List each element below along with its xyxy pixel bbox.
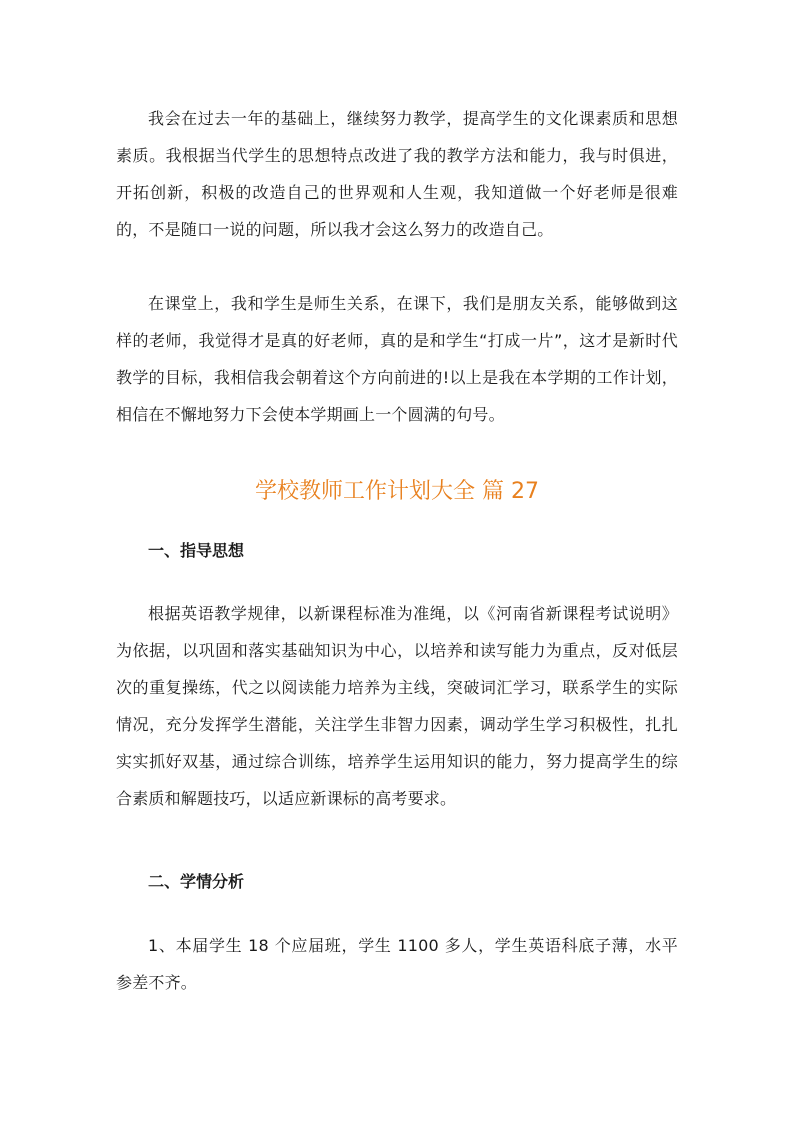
paragraph-4: 1、本届学生 18 个应届班，学生 1100 多人，学生英语科底子薄，水平参差不齐。 <box>116 936 678 992</box>
heading-guiding-ideology: 一、指导思想 <box>148 541 245 560</box>
paragraph-2: 在课堂上，我和学生是师生关系，在课下，我们是朋友关系，能够做到这样的老师，我觉得才是真的好老师，真的是和学生“打成一片”，这才是新时代教学的目标，我相信我会朝着这个方向前进的!以上是我在本学期的工作计划，相信在不懈地努力下会使本学期画上一个圆满的句号。 <box>116 294 678 424</box>
heading-student-analysis: 二、学情分析 <box>148 872 245 891</box>
section-title: 学校教师工作计划大全 篇 27 <box>255 479 539 504</box>
paragraph-3: 根据英语教学规律，以新课程标准为准绳，以《河南省新课程考试说明》为依据，以巩固和落实基础知识为中心，以培养和读写能力为重点，反对低层次的重复操练，代之以阅读能力培养为主线，突破词汇学习，联系学生的实际情况，充分发挥学生潜能，关注学生非智力因素，调动学生学习积极性，扎扎实实抓好双基，通过综合训练，培养学生运用知识的能力，努力提高学生的综合素质和解题技巧，以适应新课标的高考要求。 <box>116 604 678 808</box>
paragraph-1: 我会在过去一年的基础上，继续努力教学，提高学生的文化课素质和思想素质。我根据当代学生的思想特点改进了我的教学方法和能力，我与时俱进，开拓创新，积极的改造自己的世界观和人生观，我知道做一个好老师是很难的，不是随口一说的问题，所以我才会这么努力的改造自己。 <box>116 109 678 239</box>
